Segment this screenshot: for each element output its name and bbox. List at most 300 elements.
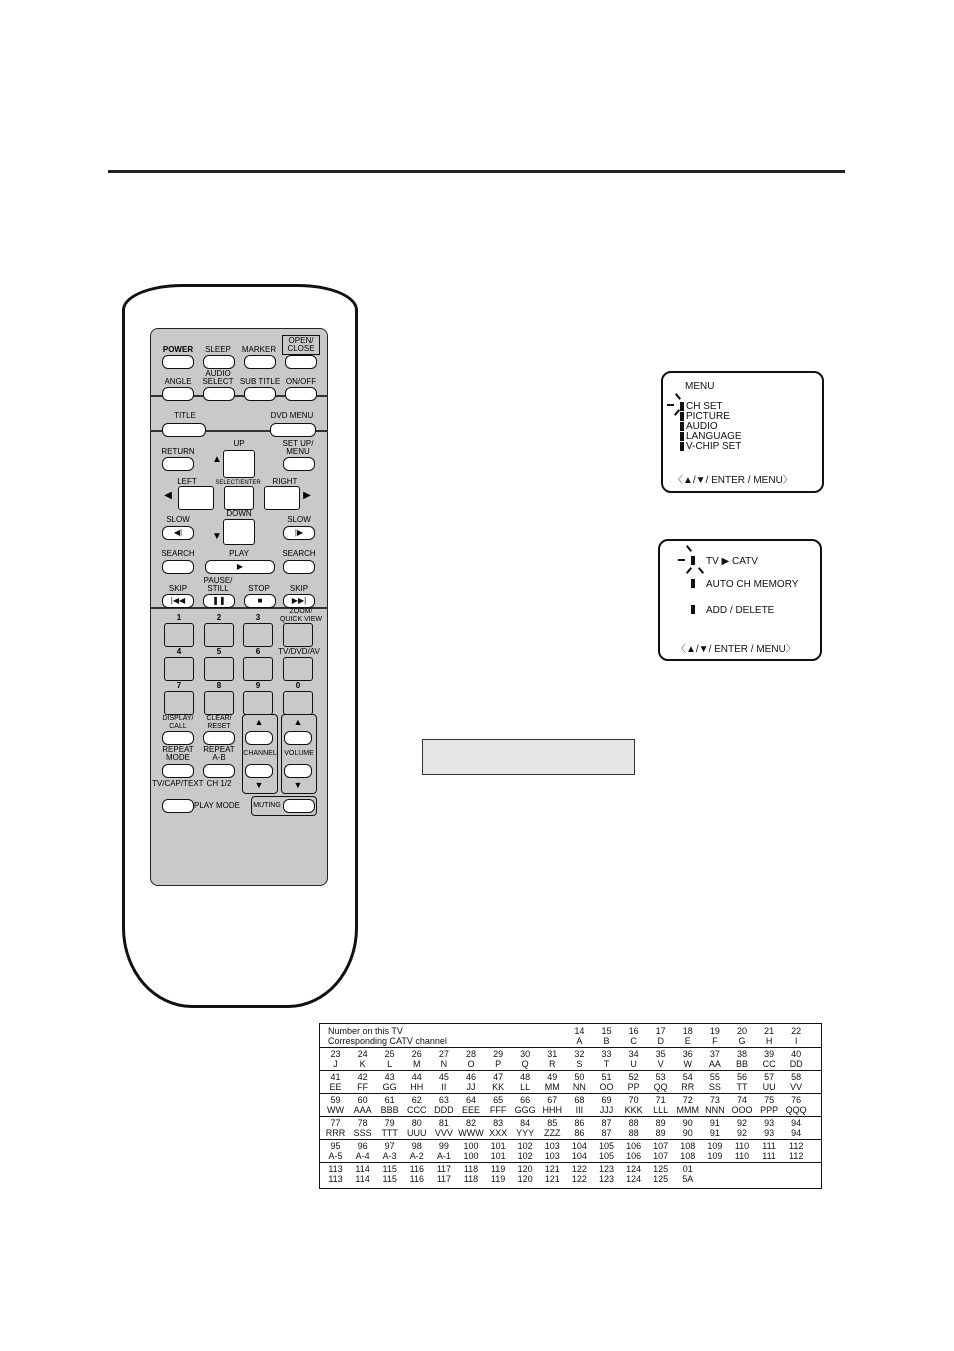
- catv-channel: 120: [517, 1174, 533, 1184]
- sleep-label: SLEEP: [205, 345, 231, 354]
- tv-number: 80: [411, 1118, 422, 1128]
- tv-number: 70: [628, 1095, 639, 1105]
- table-cell: [674, 1072, 701, 1092]
- catv-channel: OO: [599, 1082, 614, 1092]
- catv-channel: 125: [653, 1174, 669, 1184]
- table-cell: [485, 1095, 512, 1115]
- table-cell: [430, 1095, 457, 1115]
- channel-up-icon: ▲: [254, 717, 264, 727]
- table-row: [320, 1093, 821, 1117]
- tv-number: 115: [382, 1164, 397, 1174]
- tv-number: 66: [520, 1095, 531, 1105]
- table-cell: [322, 1095, 349, 1115]
- tv-number: 119: [490, 1164, 506, 1174]
- table-cell: [701, 1026, 728, 1046]
- num-7-button[interactable]: [164, 691, 194, 715]
- table-cell: [322, 1118, 349, 1138]
- catv-channel: GGG: [514, 1105, 536, 1115]
- pause-still-label: PAUSE/ STILL: [203, 576, 233, 593]
- tv-number: 121: [544, 1164, 560, 1174]
- table-cell: [593, 1164, 620, 1184]
- table-cell: [512, 1141, 539, 1161]
- catv-channel: 104: [571, 1151, 587, 1161]
- tv-number: 33: [601, 1049, 612, 1059]
- tv-number: 81: [438, 1118, 449, 1128]
- dvd-menu-button[interactable]: [270, 423, 316, 437]
- open-close-label: OPEN/ CLOSE: [282, 335, 320, 355]
- tv-number: 19: [709, 1026, 720, 1036]
- table-cell: [458, 1072, 485, 1092]
- table-cell: [539, 1049, 566, 1069]
- ch-set-item-add-delete[interactable]: ADD / DELETE: [706, 605, 775, 616]
- catv-channel: GG: [382, 1082, 397, 1092]
- catv-channel: LLL: [653, 1105, 669, 1115]
- tv-number: 40: [791, 1049, 802, 1059]
- table-cell: [729, 1118, 756, 1138]
- catv-channel: VV: [790, 1082, 803, 1092]
- tv-number: 54: [682, 1072, 693, 1082]
- table-cell: [701, 1072, 728, 1092]
- tv-number: 17: [655, 1026, 666, 1036]
- catv-channel: 89: [655, 1128, 666, 1138]
- table-cell: [458, 1118, 485, 1138]
- left-button[interactable]: [178, 486, 214, 510]
- marker-button[interactable]: [244, 355, 276, 369]
- tv-number: 38: [736, 1049, 747, 1059]
- tv-number: 16: [628, 1026, 639, 1036]
- num-9-button[interactable]: [243, 691, 273, 715]
- section-divider-rule: [108, 170, 845, 173]
- table-header-row: [320, 1024, 821, 1048]
- tv-number: 18: [682, 1026, 693, 1036]
- table-cell: [430, 1118, 457, 1138]
- tv-number: 45: [438, 1072, 449, 1082]
- tv-number: 100: [463, 1141, 479, 1151]
- catv-channel: CCC: [407, 1105, 427, 1115]
- table-cell: [430, 1049, 457, 1069]
- table-cell: [647, 1095, 674, 1115]
- menu-item-picture[interactable]: PICTURE: [686, 411, 730, 422]
- catv-channel: 110: [734, 1151, 750, 1161]
- ch-set-item-auto-memory[interactable]: AUTO CH MEMORY: [706, 579, 799, 590]
- table-cell: [593, 1026, 620, 1046]
- catv-channel: SS: [708, 1082, 721, 1092]
- table-cell: [674, 1118, 701, 1138]
- angle-label: ANGLE: [164, 377, 192, 386]
- tv-number: 89: [655, 1118, 666, 1128]
- tv-number: 50: [574, 1072, 585, 1082]
- table-cell: [620, 1141, 647, 1161]
- catv-channel: AA: [708, 1059, 721, 1069]
- tv-number: 120: [517, 1164, 533, 1174]
- setup-menu-label: SET UP/ MENU: [282, 439, 314, 456]
- table-cell: [458, 1095, 485, 1115]
- tv-number: 92: [736, 1118, 747, 1128]
- tv-number: 59: [330, 1095, 341, 1105]
- table-cell: [485, 1164, 512, 1184]
- table-row: [320, 1070, 821, 1094]
- catv-channel: 115: [382, 1174, 397, 1184]
- tv-number: 113: [328, 1164, 343, 1174]
- catv-channel: A-4: [355, 1151, 370, 1161]
- tv-number: 85: [547, 1118, 558, 1128]
- angle-button[interactable]: [162, 387, 194, 401]
- tv-number: 44: [411, 1072, 422, 1082]
- catv-channel: SSS: [353, 1128, 372, 1138]
- tv-number: 86: [574, 1118, 585, 1128]
- table-cell: [756, 1141, 783, 1161]
- repeat-ab-button[interactable]: [203, 764, 235, 778]
- volume-up-button[interactable]: [284, 731, 312, 745]
- right-button[interactable]: [264, 486, 300, 510]
- tv-number: 20: [736, 1026, 747, 1036]
- tv-number: 88: [628, 1118, 639, 1128]
- table-cell: [620, 1072, 647, 1092]
- up-button[interactable]: [223, 450, 255, 478]
- catv-channel: 114: [355, 1174, 370, 1184]
- pause-still-button[interactable]: ❚❚: [203, 594, 235, 608]
- cursor-bar-icon: [680, 412, 684, 421]
- cursor-bar-icon: [680, 432, 684, 441]
- up-label: UP: [233, 439, 245, 448]
- slow-forward-button[interactable]: |▶: [283, 526, 315, 540]
- tv-number: 79: [384, 1118, 395, 1128]
- tv-number: 67: [547, 1095, 558, 1105]
- tv-number: 53: [655, 1072, 666, 1082]
- catv-channel: Q: [521, 1059, 529, 1069]
- table-cell: [701, 1095, 728, 1115]
- audio-select-button[interactable]: [203, 387, 235, 401]
- table-cell: [349, 1049, 376, 1069]
- tv-number: 111: [762, 1141, 776, 1151]
- repeat-mode-button[interactable]: [162, 764, 194, 778]
- select-enter-label: SELECT/ENTER: [215, 480, 261, 486]
- table-cell: [322, 1072, 349, 1092]
- tv-number: 25: [384, 1049, 395, 1059]
- table-cell: [566, 1049, 593, 1069]
- num-5-button[interactable]: [204, 657, 234, 681]
- num-4-button[interactable]: [164, 657, 194, 681]
- clear-reset-label: CLEAR/ RESET: [206, 715, 232, 730]
- catv-channel: 93: [764, 1128, 775, 1138]
- tv-number: 105: [598, 1141, 615, 1151]
- table-cell: [620, 1049, 647, 1069]
- title-button[interactable]: [162, 423, 206, 437]
- cursor-bar-icon: [680, 402, 684, 411]
- num-2-button[interactable]: [204, 623, 234, 647]
- tv-number: 101: [490, 1141, 506, 1151]
- tv-number: 68: [574, 1095, 585, 1105]
- tv-number: 110: [734, 1141, 750, 1151]
- catv-channel: WWW: [458, 1128, 484, 1138]
- table-cell: [783, 1049, 810, 1069]
- tv-number: 69: [601, 1095, 612, 1105]
- table-cell: [322, 1141, 349, 1161]
- sparkle-icon: [667, 404, 674, 406]
- tv-number: 114: [355, 1164, 370, 1174]
- skip-forward-button[interactable]: ▶▶|: [283, 594, 315, 608]
- tv-number: 65: [493, 1095, 504, 1105]
- menu-item-language[interactable]: LANGUAGE: [686, 431, 742, 442]
- tv-number: 78: [357, 1118, 368, 1128]
- muting-label: MUTING: [253, 802, 281, 809]
- catv-channel: UUU: [407, 1128, 427, 1138]
- table-cell: [783, 1026, 810, 1046]
- catv-channel: RRR: [325, 1128, 346, 1138]
- table-cell: [349, 1072, 376, 1092]
- num-3-button[interactable]: [243, 623, 273, 647]
- tv-number: 93: [764, 1118, 775, 1128]
- table-cell: [701, 1118, 728, 1138]
- table-cell: [403, 1164, 430, 1184]
- table-cell: [349, 1095, 376, 1115]
- table-cell: [729, 1026, 756, 1046]
- table-cell: [403, 1072, 430, 1092]
- table-cell: [620, 1095, 647, 1115]
- catv-channel: 122: [571, 1174, 587, 1184]
- down-button[interactable]: [223, 519, 255, 545]
- table-cell: [783, 1141, 810, 1161]
- table-cell: [430, 1072, 457, 1092]
- catv-channel: II: [441, 1082, 447, 1092]
- setup-menu-button[interactable]: [283, 457, 315, 471]
- table-cell: [647, 1072, 674, 1092]
- table-cell: [512, 1072, 539, 1092]
- tv-number: 102: [517, 1141, 533, 1151]
- clear-reset-button[interactable]: [203, 731, 235, 745]
- sleep-button[interactable]: [203, 355, 235, 369]
- table-cell: [539, 1164, 566, 1184]
- channel-up-button[interactable]: [245, 731, 273, 745]
- muting-button[interactable]: [283, 799, 315, 813]
- subtitle-button[interactable]: [244, 387, 276, 401]
- right-label: RIGHT: [272, 477, 298, 486]
- num-8-button[interactable]: [204, 691, 234, 715]
- tv-number: 77: [330, 1118, 341, 1128]
- catv-channel: KKK: [624, 1105, 643, 1115]
- table-cell: [403, 1141, 430, 1161]
- table-row: [320, 1116, 821, 1140]
- table-cell: [756, 1118, 783, 1138]
- audio-select-label: AUDIO SELECT: [202, 369, 234, 386]
- tv-number: 112: [789, 1141, 804, 1151]
- table-cell: [701, 1141, 728, 1161]
- tv-number: 23: [330, 1049, 341, 1059]
- down-label: DOWN: [226, 509, 252, 518]
- cursor-bar-icon: [691, 605, 695, 614]
- tv-number: 84: [520, 1118, 531, 1128]
- tv-number: 73: [709, 1095, 720, 1105]
- cursor-bar-icon: [680, 422, 684, 431]
- tv-number: 122: [571, 1164, 587, 1174]
- table-cell: [458, 1164, 485, 1184]
- zoom-quick-view-label: ZOOM/ QUICK VIEW: [279, 608, 322, 623]
- sparkle-icon: [686, 567, 692, 574]
- table-row: [320, 1162, 821, 1185]
- play-mode-button[interactable]: [162, 799, 194, 813]
- channel-label: CHANNEL: [243, 750, 277, 757]
- catv-channel: MM: [544, 1082, 560, 1092]
- catv-channel: 103: [544, 1151, 560, 1161]
- tv-number: 97: [384, 1141, 395, 1151]
- search-forward-button[interactable]: [283, 560, 315, 574]
- marker-label: MARKER: [241, 345, 277, 354]
- select-enter-button[interactable]: [224, 486, 254, 510]
- table-cell: [647, 1118, 674, 1138]
- catv-channel: TT: [736, 1082, 748, 1092]
- play-button[interactable]: ▶: [205, 560, 275, 574]
- catv-channel: NNN: [705, 1105, 725, 1115]
- menu-item-vchip-set[interactable]: V-CHIP SET: [686, 441, 742, 452]
- right-arrow-icon: ▶: [303, 490, 311, 501]
- table-cell: [485, 1072, 512, 1092]
- table-cell: [593, 1141, 620, 1161]
- catv-channel: C: [630, 1036, 637, 1046]
- title-label: TITLE: [174, 411, 196, 420]
- table-cell: [322, 1049, 349, 1069]
- skip-back-button[interactable]: |◀◀: [162, 594, 194, 608]
- table-cell: [403, 1118, 430, 1138]
- search-reverse-button[interactable]: [162, 560, 194, 574]
- stop-button[interactable]: ■: [244, 594, 276, 608]
- slow-reverse-label: SLOW: [166, 515, 190, 524]
- menu-item-audio[interactable]: AUDIO: [686, 421, 718, 432]
- catv-channel: 101: [490, 1151, 506, 1161]
- catv-channel: 88: [628, 1128, 639, 1138]
- tv-number: 01: [682, 1164, 693, 1174]
- tv-number: 109: [707, 1141, 723, 1151]
- ch-set-item-tv-catv[interactable]: TV ▶ CATV: [706, 556, 758, 567]
- catv-channel: 124: [626, 1174, 642, 1184]
- display-call-label: DISPLAY/ CALL: [162, 715, 194, 730]
- catv-channel: DDD: [434, 1105, 454, 1115]
- table-cell: [620, 1026, 647, 1046]
- tv-number: 123: [598, 1164, 615, 1174]
- num-9-label: 9: [255, 681, 261, 690]
- table-header-labels: [328, 1026, 447, 1046]
- catv-channel: QQ: [653, 1082, 668, 1092]
- slow-reverse-button[interactable]: ◀|: [162, 526, 194, 540]
- table-cell: [376, 1141, 403, 1161]
- table-cell: [485, 1049, 512, 1069]
- tv-number: 117: [436, 1164, 452, 1174]
- num-4-label: 4: [176, 647, 182, 656]
- tv-number: 87: [601, 1118, 612, 1128]
- table-cell: [539, 1141, 566, 1161]
- catv-channel: 108: [680, 1151, 696, 1161]
- volume-down-button[interactable]: [284, 764, 312, 778]
- tv-number: 42: [357, 1072, 368, 1082]
- catv-channel-table: [319, 1023, 822, 1189]
- table-cell: [485, 1141, 512, 1161]
- tv-number: 61: [384, 1095, 395, 1105]
- catv-channel: F: [712, 1036, 718, 1046]
- catv-channel: B: [603, 1036, 610, 1046]
- table-cell: [756, 1049, 783, 1069]
- table-cell: [647, 1049, 674, 1069]
- menu-item-ch-set[interactable]: CH SET: [686, 401, 723, 412]
- table-cell: [783, 1095, 810, 1115]
- table-cell: [729, 1095, 756, 1115]
- table-cell: [756, 1072, 783, 1092]
- num-0-button[interactable]: [283, 691, 313, 715]
- catv-channel: OOO: [731, 1105, 753, 1115]
- num-6-label: 6: [255, 647, 261, 656]
- table-cell: [756, 1095, 783, 1115]
- table-cell: [512, 1095, 539, 1115]
- subtitle-label: SUB TITLE: [239, 377, 281, 386]
- table-cell: [674, 1026, 701, 1046]
- power-button[interactable]: [162, 355, 194, 369]
- cursor-bar-icon: [691, 579, 695, 588]
- return-button[interactable]: [162, 457, 194, 471]
- tv-number: 71: [655, 1095, 666, 1105]
- ch-set-screen: [658, 539, 822, 661]
- catv-channel: 107: [653, 1151, 669, 1161]
- stop-label: STOP: [248, 584, 270, 593]
- catv-channel: 91: [709, 1128, 720, 1138]
- on-off-button[interactable]: [285, 387, 317, 401]
- tv-number: 107: [653, 1141, 669, 1151]
- num-6-button[interactable]: [243, 657, 273, 681]
- tv-number: 52: [628, 1072, 639, 1082]
- catv-channel: XXX: [489, 1128, 508, 1138]
- table-cell: [674, 1141, 701, 1161]
- catv-channel: EEE: [461, 1105, 480, 1115]
- catv-channel: LL: [520, 1082, 531, 1092]
- table-cell: [674, 1095, 701, 1115]
- tv-number: 41: [330, 1072, 341, 1082]
- tv-number: 24: [357, 1049, 368, 1059]
- menu-footer-hint: 〈▲/▼/ ENTER / MENU〉: [673, 475, 793, 486]
- table-cell: [647, 1026, 674, 1046]
- catv-channel: 106: [626, 1151, 642, 1161]
- tv-number: 55: [709, 1072, 720, 1082]
- catv-channel: H: [765, 1036, 773, 1046]
- catv-channel: BB: [735, 1059, 748, 1069]
- tv-number: 118: [463, 1164, 479, 1174]
- catv-channel: P: [495, 1059, 502, 1069]
- sparkle-icon: [675, 393, 681, 400]
- num-3-label: 3: [255, 613, 261, 622]
- tv-number: 96: [357, 1141, 368, 1151]
- catv-channel: I: [794, 1036, 798, 1046]
- up-arrow-icon: ▲: [212, 454, 222, 465]
- tv-number: 62: [411, 1095, 422, 1105]
- zoom-quick-view-button[interactable]: [283, 623, 313, 647]
- tv-number: 83: [493, 1118, 504, 1128]
- catv-channel: M: [413, 1059, 421, 1069]
- shaded-note-box: [422, 739, 635, 775]
- tv-number: 37: [709, 1049, 720, 1059]
- open-close-button[interactable]: [285, 355, 317, 369]
- tv-dvd-av-label: TV/DVD/AV: [278, 647, 320, 656]
- table-cell: [566, 1026, 593, 1046]
- table-cell: [349, 1164, 376, 1184]
- tv-number: 94: [791, 1118, 802, 1128]
- tv-number: 95: [330, 1141, 341, 1151]
- tv-number: 57: [764, 1072, 775, 1082]
- channel-down-button[interactable]: [245, 764, 273, 778]
- display-call-button[interactable]: [162, 731, 194, 745]
- num-1-button[interactable]: [164, 623, 194, 647]
- tv-number: 39: [764, 1049, 775, 1059]
- tv-number: 31: [547, 1049, 558, 1059]
- table-row: [320, 1047, 821, 1071]
- tv-number: 43: [384, 1072, 395, 1082]
- catv-channel: V: [657, 1059, 664, 1069]
- tv-dvd-av-button[interactable]: [283, 657, 313, 681]
